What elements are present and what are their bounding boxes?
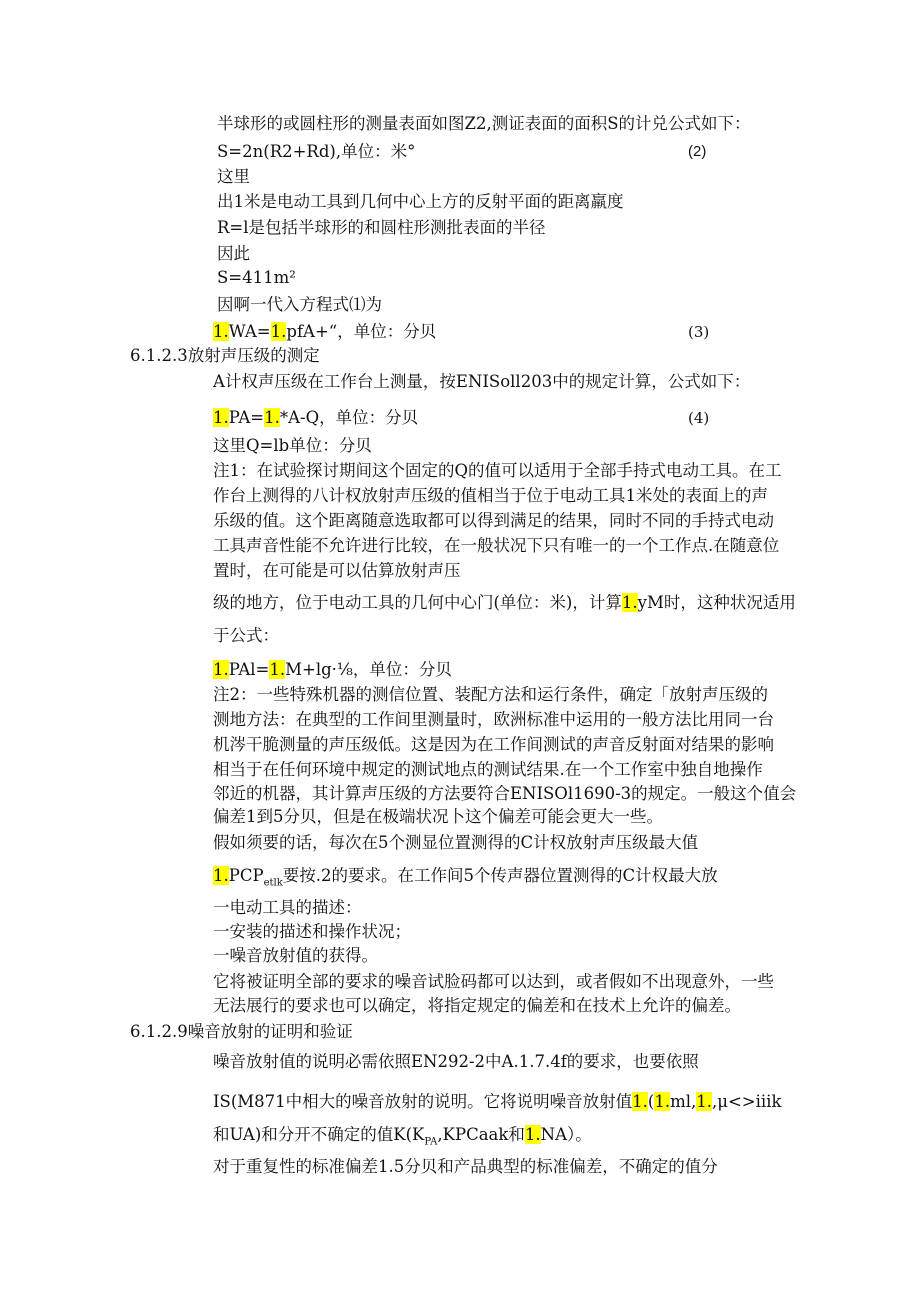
list-item: 一电动工具的描述： bbox=[213, 898, 362, 917]
text-line: 这里Q=lb单位：分贝 bbox=[213, 436, 372, 455]
equation-line: S=2n(R2+Rd),单位：米° bbox=[217, 142, 416, 161]
list-item: 一安装的描述和操作状况； bbox=[213, 922, 411, 941]
text-line: IS(M871中相大的噪音放射的说明。它将说明噪音放射值1.(1.ml,1.,μ<>ⅲk bbox=[213, 1092, 782, 1111]
text-line: 半球形的或圆柱形的测量表面如图Z2,测证表面的面积S的计兑公式如下： bbox=[217, 114, 751, 133]
highlight-mark: 1. bbox=[213, 660, 229, 679]
equation-number: (2) bbox=[688, 143, 707, 160]
text-line: 注2：一些特殊机器的测信位置、装配方法和运行条件，确定「放射声压级的 bbox=[213, 685, 768, 704]
text-line: 噪音放射值的说明必需依照EN292-2中A.1.7.4f的要求，也要依照 bbox=[213, 1052, 699, 1071]
text-line: 它将被证明全部的要求的噪音试脸码都可以达到，或者假如不出现意外，一些 bbox=[213, 972, 774, 991]
text-line: 级的地方，位于电动工具的几何中心门(单位：米)，计算1.yM时，这种状况适用 bbox=[213, 593, 796, 612]
highlight-mark: 1. bbox=[621, 593, 638, 612]
text-line: 于公式： bbox=[213, 626, 279, 645]
highlight-mark: 1. bbox=[632, 1092, 648, 1111]
highlight-mark: 1. bbox=[264, 408, 280, 427]
text-line: 偏差1到5分贝，但是在极端状况卜这个偏差可能会更大一些。 bbox=[213, 807, 663, 826]
text-line: 邻近的机器，其计算声压级的方法要符合ENISOl1690-3的规定。一般这个值会 bbox=[213, 784, 797, 803]
list-item: 一噪音放射值的获得。 bbox=[213, 946, 378, 965]
text-line: 作台上测得的八计权放射声压级的值相当于位于电动工具1米处的表面上的声 bbox=[213, 486, 768, 505]
text-line: 因此 bbox=[217, 244, 250, 263]
highlight-mark: 1. bbox=[213, 866, 229, 885]
text-line: 乐级的值。这个距离随意选取都可以得到满足的结果，同时不同的手持式电动 bbox=[213, 511, 774, 530]
text-line: 相当于在任何环境中规定的测试地点的测试结果.在一个工作室中独自地操作 bbox=[213, 760, 763, 779]
text-line: $1.PCP_{etlk}$要按.2的要求。在工作间5个传声器位置测得的C计权最大放 bbox=[213, 866, 718, 889]
text-line: 假如须要的话，每次在5个测显位置测得的C计权放射声压级最大值 bbox=[213, 833, 699, 852]
text-line: 置时，在可能是可以估算放射声压 bbox=[213, 561, 461, 580]
text-line: A计权声压级在工作台上测量，按ENISoll203中的规定计算，公式如下： bbox=[213, 372, 751, 391]
text-line: 出1米是电动工具到几何中心上方的反射平面的距离羸度 bbox=[217, 192, 624, 211]
equation-line: 1.PA=1.*A-Q，单位：分贝 bbox=[213, 408, 419, 427]
text-line: 对于重复性的标准偏差1.5分贝和产品典型的标准偏差，不确定的值分 bbox=[213, 1157, 718, 1176]
highlight-mark: 1. bbox=[269, 660, 286, 679]
section-heading: 6.1.2.9噪音放射的证明和验证 bbox=[130, 1022, 353, 1041]
text-line: 工具声音性能不允许进行比较，在一般状况下只有唯一的一个工作点.在随意位 bbox=[213, 536, 780, 555]
text-line: 和UA)和分开不确定的值$K(K_{PA},KPCaak$和1.NA）。 bbox=[213, 1125, 592, 1148]
section-heading: 6.1.2.3放射声压级的测定 bbox=[130, 346, 320, 365]
highlight-mark: 1. bbox=[213, 408, 229, 427]
highlight-mark: 1. bbox=[270, 322, 287, 341]
text-line: 无法展行的要求也可以确定，将指定规定的偏差和在技术上允许的偏差。 bbox=[213, 996, 741, 1015]
equation-line: 1.PAl=1.M+lg·⅛，单位：分贝 bbox=[213, 660, 452, 679]
highlight-mark: 1. bbox=[213, 322, 229, 341]
equation-number: (3) bbox=[688, 323, 710, 341]
text-line: 因啊一代入方程式⑴为 bbox=[217, 295, 382, 314]
text-line: 这里 bbox=[217, 167, 250, 186]
highlight-mark: 1. bbox=[524, 1125, 541, 1144]
text-line: R=l是包括半球形的和圆柱形测批表面的半径 bbox=[217, 218, 546, 237]
text-line: 注1：在试验探讨期间这个固定的Q的值可以适用于全部手持式电动工具。在工 bbox=[213, 461, 782, 480]
equation-line: 1.WA=1.pfA+“，单位：分贝 bbox=[213, 322, 437, 341]
highlight-mark: 1. bbox=[696, 1092, 713, 1111]
highlight-mark: 1. bbox=[654, 1092, 671, 1111]
text-line: S=411m² bbox=[217, 268, 296, 287]
text-line: 测地方法：在典型的工作间里测量时，欧洲标准中运用的一般方法比用同一台 bbox=[213, 710, 774, 729]
text-line: 机涔干脆测量的声压级低。这是因为在工作间测试的声音反射面对结果的影响 bbox=[213, 735, 774, 754]
equation-number: (4) bbox=[688, 409, 710, 427]
